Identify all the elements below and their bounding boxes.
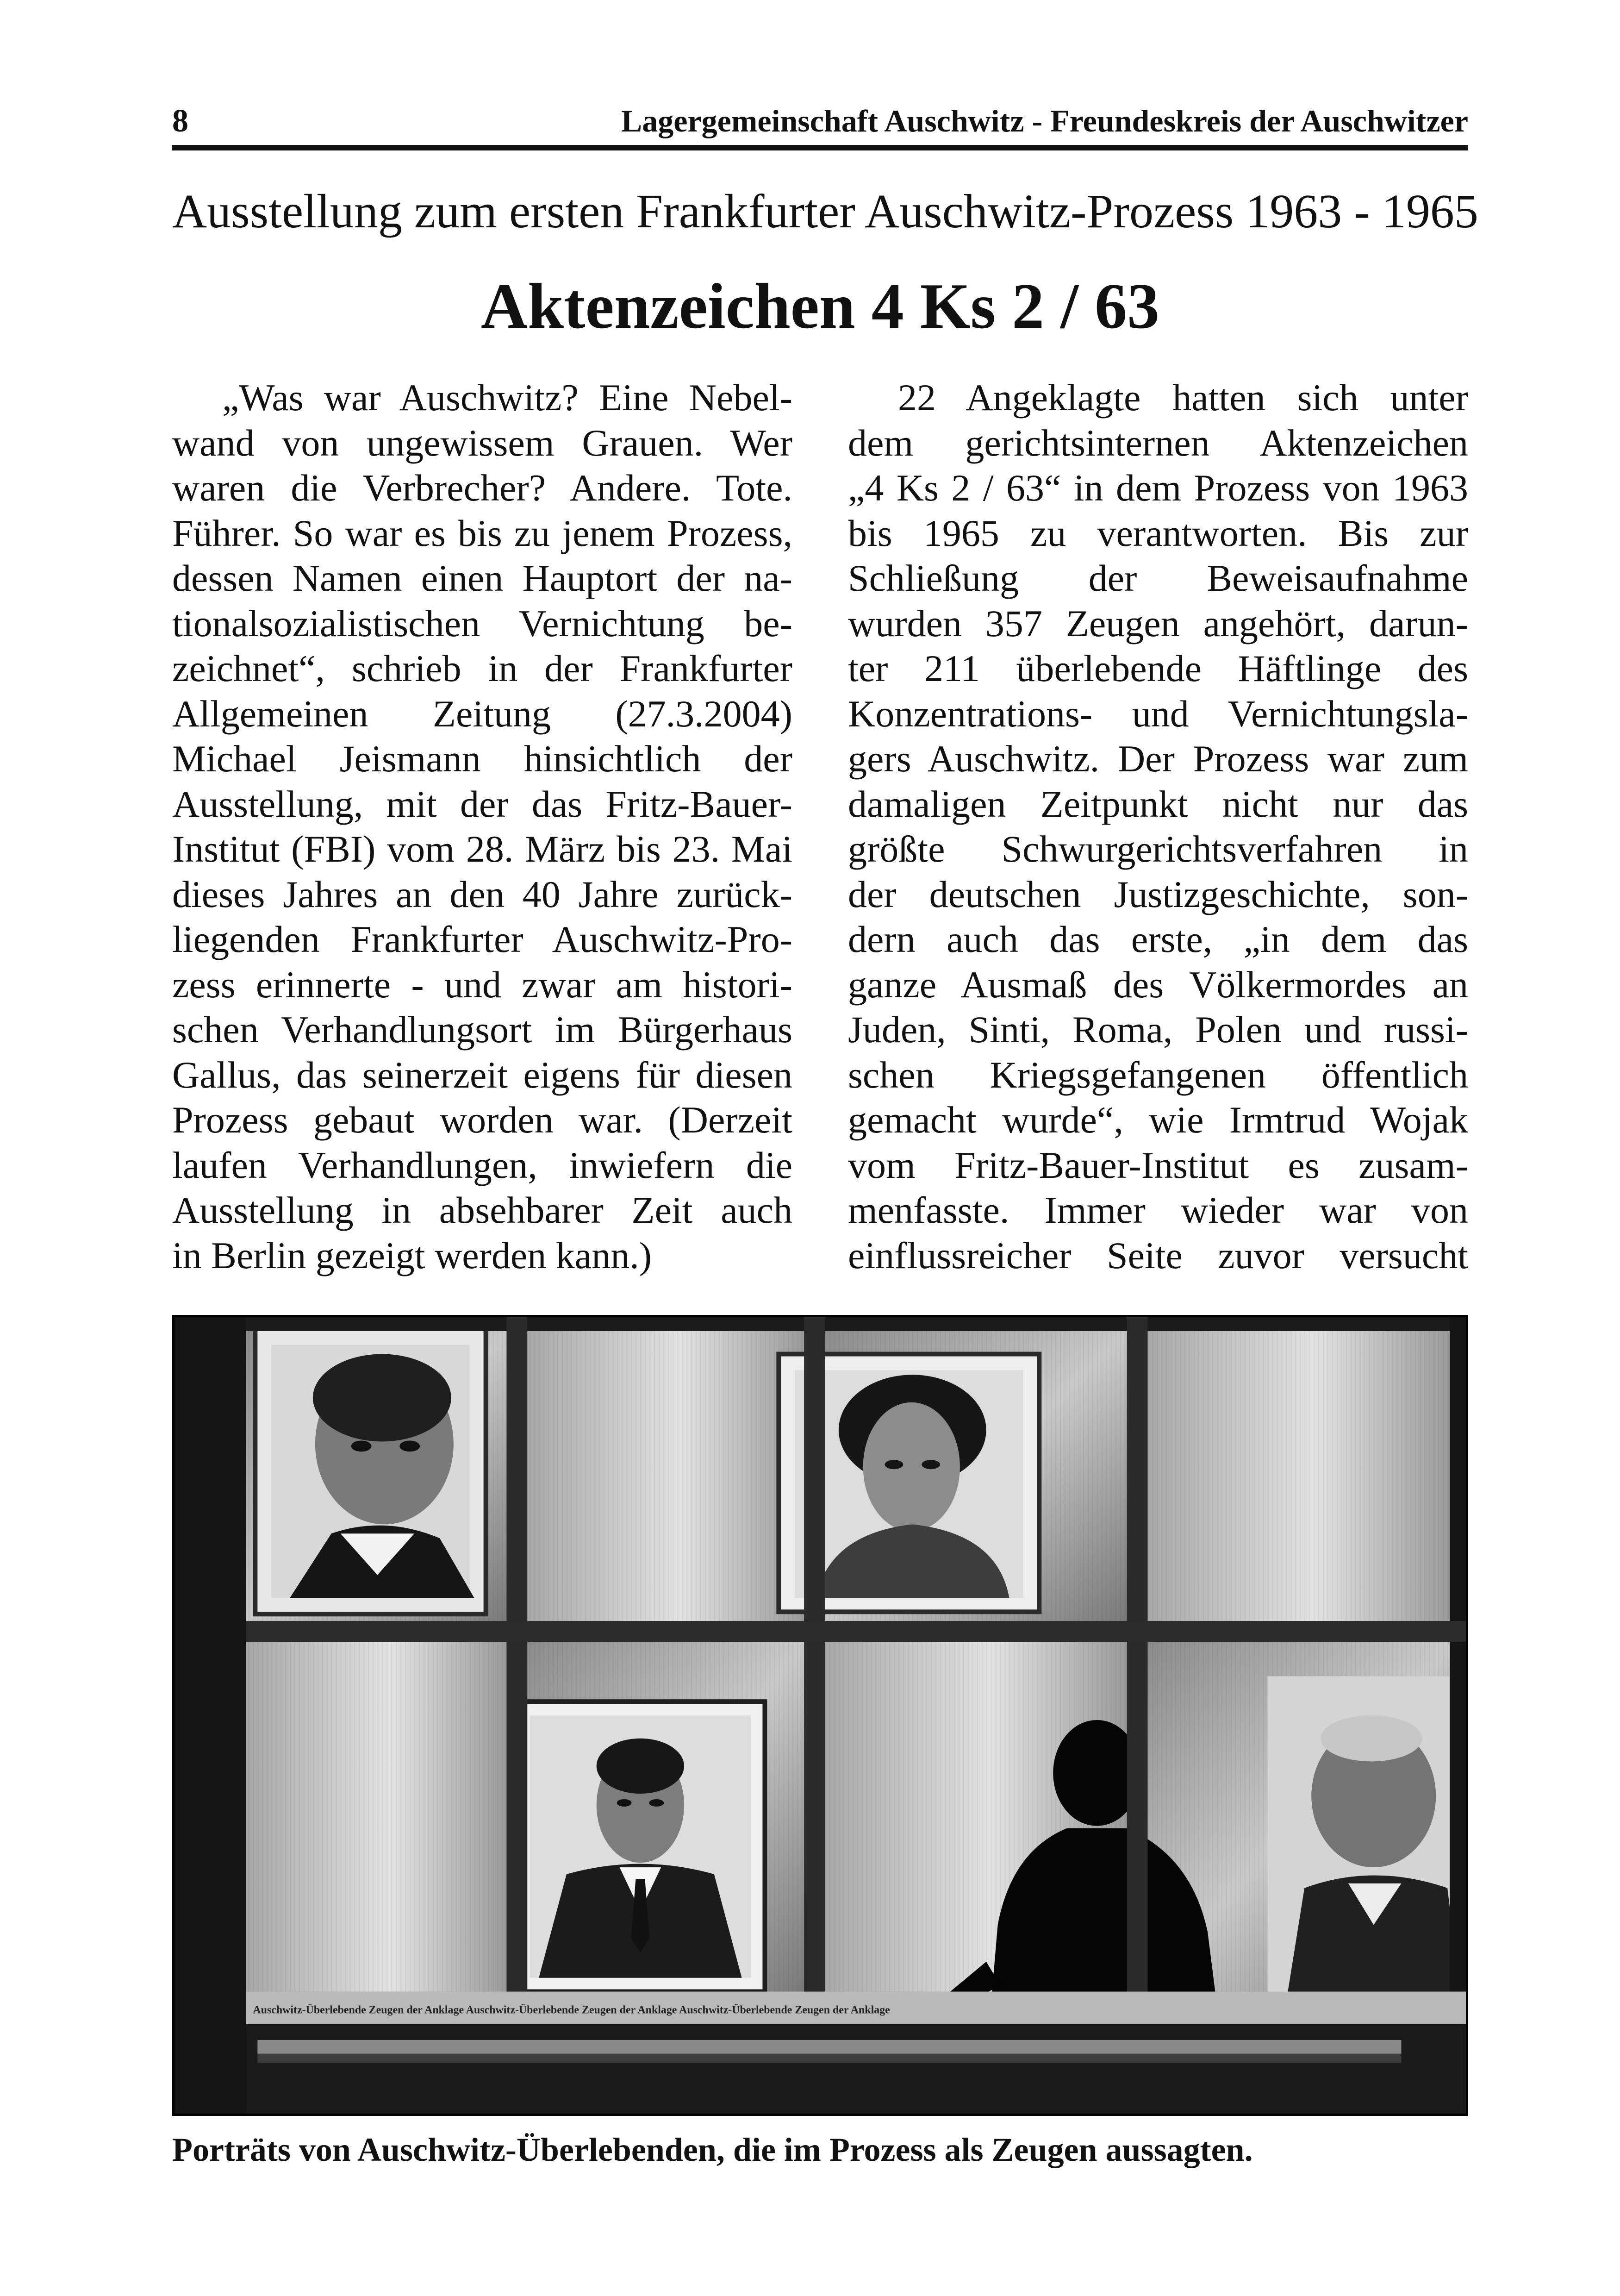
page-header xyxy=(172,95,1468,150)
text-line: bis 1965 zu verantworten. Bis zur xyxy=(848,512,1468,554)
text-line: Konzentrations- und Vernichtungsla- xyxy=(848,692,1468,735)
text-line: dern auch das erste, „in dem das xyxy=(848,918,1468,960)
photo-caption: Porträts von Auschwitz-Überlebenden, die im Prozess als Zeugen aussagten. xyxy=(172,2131,1253,2168)
text-line: Ausstellung in absehbarer Zeit auch xyxy=(172,1189,792,1231)
text-line: zess erinnerte - und zwar am histori- xyxy=(172,963,792,1006)
text-line: waren die Verbrecher? Andere. Tote. xyxy=(172,467,792,509)
text-line: wand von ungewissem Grauen. Wer xyxy=(172,421,792,464)
portrait-man-center xyxy=(516,1702,765,1991)
text-line: schen Verhandlungsort im Bürgerhaus xyxy=(172,1008,792,1051)
exhibition-photo-illustration xyxy=(174,1317,1466,2114)
text-line: wurden 357 Zeugen angehört, darun- xyxy=(848,602,1468,644)
text-line: vom Fritz-Bauer-Institut es zusam- xyxy=(848,1144,1468,1186)
portrait-man-top-left xyxy=(255,1329,486,1614)
text-line: Führer. So war es bis zu jenem Prozess, xyxy=(172,512,792,554)
text-line: liegenden Frankfurter Auschwitz-Pro- xyxy=(172,918,792,960)
right-column xyxy=(848,375,1468,1278)
text-line: Ausstellung, mit der das Fritz-Bauer- xyxy=(172,782,792,825)
text-line: Prozess gebaut worden war. (Derzeit xyxy=(172,1099,792,1141)
text-line: laufen Verhandlungen, inwiefern die xyxy=(172,1144,792,1186)
text-line: „4 Ks 2 / 63“ in dem Prozess von 1963 xyxy=(848,467,1468,509)
text-line: damaligen Zeitpunkt nicht nur das xyxy=(848,782,1468,825)
text-line: dessen Namen einen Hauptort der na- xyxy=(172,557,792,599)
running-title: Lagergemeinschaft Auschwitz - Freundeskreis der Auschwitzer xyxy=(621,103,1468,138)
text-line: in Berlin gezeigt werden kann.) xyxy=(172,1234,652,1276)
article-kicker: Ausstellung zum ersten Frankfurter Auschwitz-Prozess 1963 - 1965 xyxy=(172,185,1478,238)
text-line: zeichnet“, schrieb in der Frankfurter xyxy=(172,647,792,689)
exhibition-photo xyxy=(172,1315,1468,2116)
text-line: „Was war Auschwitz? Eine Nebel- xyxy=(222,376,792,419)
text-line: tionalsozialistischen Vernichtung be- xyxy=(172,602,792,644)
text-line: ganze Ausmaß des Völkermordes an xyxy=(848,963,1468,1006)
text-line: Allgemeinen Zeitung (27.3.2004) xyxy=(172,692,792,735)
text-line: Gallus, das seinerzeit eigens für diesen xyxy=(172,1053,792,1096)
text-line: schen Kriegsgefangenen öffentlich xyxy=(848,1053,1468,1096)
portrait-man-bottom-right xyxy=(1268,1676,1462,2003)
text-line: ter 211 überlebende Häftlinge des xyxy=(848,647,1468,689)
left-column xyxy=(172,375,792,1278)
text-line: dem gerichtsinternen Aktenzeichen xyxy=(848,421,1468,464)
text-line: Schließung der Beweisaufnahme xyxy=(848,557,1468,599)
text-line: Institut (FBI) vom 28. März bis 23. Mai xyxy=(172,828,792,870)
article-title: Aktenzeichen 4 Ks 2 / 63 xyxy=(480,270,1160,342)
photo-label-strip: Auschwitz-Überlebende Zeugen der Anklage Auschwitz-Überlebende Zeugen der Anklage Auschwitz-Überlebende Zeugen der Anklage xyxy=(253,2004,890,2016)
article-body xyxy=(172,375,1468,1299)
text-line: dieses Jahres an den 40 Jahre zurück- xyxy=(172,873,792,915)
text-line: gers Auschwitz. Der Prozess war zum xyxy=(848,738,1468,780)
text-line: Michael Jeismann hinsichtlich der xyxy=(172,738,792,780)
text-line: 22 Angeklagte hatten sich unter xyxy=(898,376,1468,419)
text-line: gemacht wurde“, wie Irmtrud Wojak xyxy=(848,1099,1468,1141)
text-line: größte Schwurgerichtsverfahren in xyxy=(848,828,1468,870)
text-line: menfasste. Immer wieder war von xyxy=(848,1189,1468,1231)
text-line: Juden, Sinti, Roma, Polen und russi- xyxy=(848,1008,1468,1051)
text-line: einflussreicher Seite zuvor versucht xyxy=(848,1234,1468,1276)
text-line: der deutschen Justizgeschichte, son- xyxy=(848,873,1468,915)
page-number: 8 xyxy=(172,103,188,139)
